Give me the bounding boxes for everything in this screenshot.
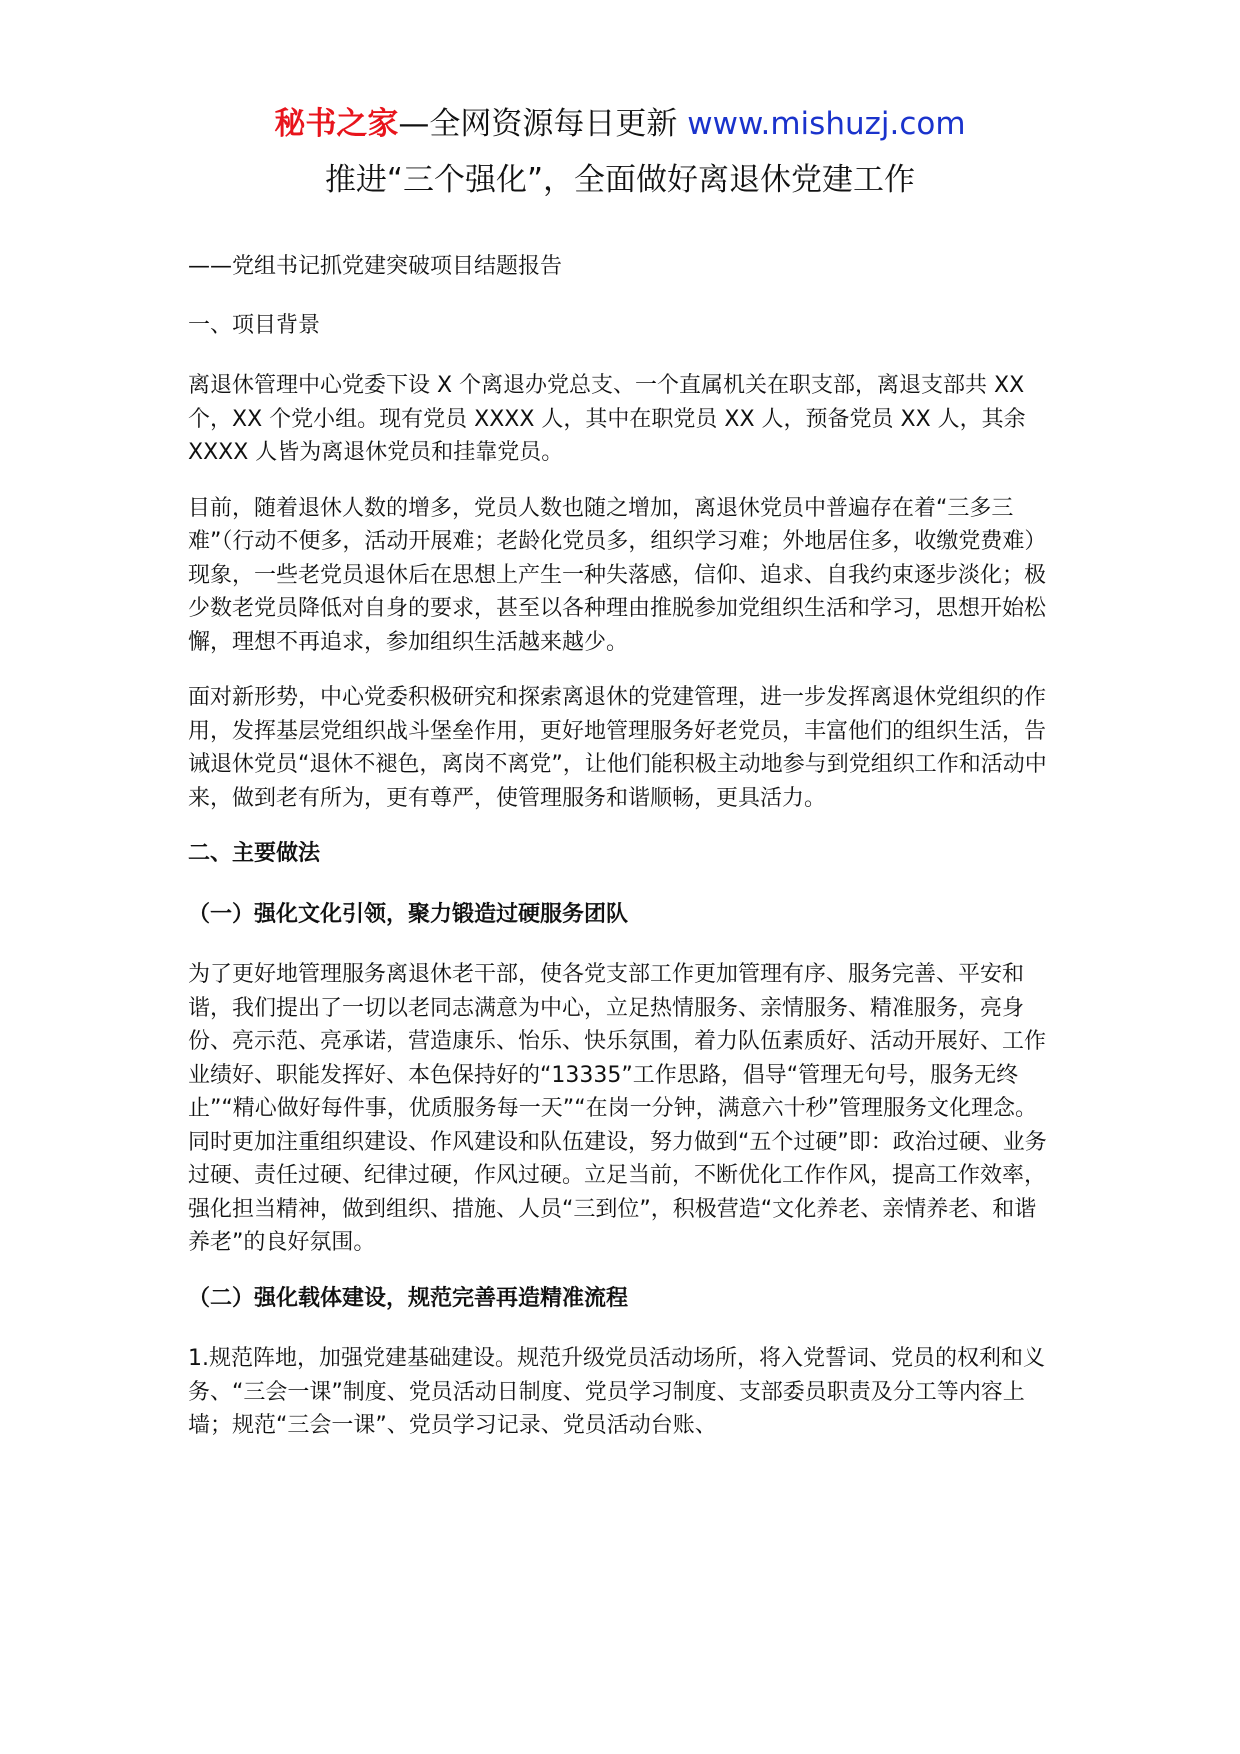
paragraph-standardize-positions: 1.规范阵地，加强党建基础建设。规范升级党员活动场所，将入党誓词、党员的权利和义务、“三会一课”制度、党员活动日制度、党员学习制度、支部委员职责及分工等内容上墙；规范“三会一课”、党员学习记录、党员活动台账、 <box>188 1346 1045 1438</box>
paragraph-party-structure: 离退休管理中心党委下设 X 个离退办党总支、一个直属机关在职支部，离退支部共 XX 个，XX 个党小组。现有党员 XXXX 人，其中在职党员 XX 人，预备党员 XX 人，其余 XXXX 人皆为离退休党员和挂靠党员。 <box>188 373 1026 465</box>
paragraph-current-problems: 目前，随着退休人数的增多，党员人数也随之增加，离退休党员中普遍存在着“三多三难”（行动不便多，活动开展难；老龄化党员多，组织学习难；外地居住多，收缴党费难）现象，一些老党员退休后在思想上产生一种失落感，信仰、追求、自我约束逐步淡化；极少数老党员降低对自身的要求，甚至以各种理由推脱参加党组织生活和学习，思想开始松懈，理想不再追求，参加组织生活越来越少。 <box>188 495 1047 655</box>
site-banner <box>0 104 1240 144</box>
paragraph-service-culture: 为了更好地管理服务离退休老干部，使各党支部工作更加管理有序、服务完善、平安和谐，我们提出了一切以老同志满意为中心，立足热情服务、亲情服务、精准服务，亮身份、亮示范、亮承诺，营造康乐、怡乐、快乐氛围，着力队伍素质好、活动开展好、工作业绩好、职能发挥好、本色保持好的“13335”工作思路，倡导“管理无句号，服务无终止”“精心做好每件事，优质服务每一天”“在岗一分钟，满意六十秒”管理服务文化理念。同时更加注重组织建设、作风建设和队伍建设，努力做到“五个过硬”即：政治过硬、业务过硬、责任过硬、纪律过硬，作风过硬。立足当前，不断优化工作作风，提高工作效率，强化担当精神，做到组织、措施、人员“三到位”，积极营造“文化养老、亲情养老、和谐养老”的良好氛围。 <box>188 962 1047 1255</box>
site-url-link[interactable]: www.mishuzj.com <box>687 106 966 142</box>
banner-slogan: —全网资源每日更新 <box>398 106 678 142</box>
paragraph-new-situation: 面对新形势，中心党委积极研究和探索离退休的党建管理，进一步发挥离退休党组织的作用，发挥基层党组织战斗堡垒作用，更好地管理服务好老党员，丰富他们的组织生活，告诫退休党员“退休不褪色，离岗不离党”，让他们能积极主动地参与到党组织工作和活动中来，做到老有所为，更有尊严，使管理服务和谐顺畅，更具活力。 <box>188 685 1047 811</box>
section-heading-background: 一、项目背景 <box>188 312 321 338</box>
document-body <box>188 250 1058 1465</box>
document-subtitle: ——党组书记抓党建突破项目结题报告 <box>188 254 563 279</box>
document-title: 推进“三个强化”，全面做好离退休党建工作 <box>324 162 916 198</box>
section-heading-main-practices: 二、主要做法 <box>188 841 321 866</box>
subsection-heading-culture: （一）强化文化引领，聚力锻造过硬服务团队 <box>188 901 629 927</box>
brand-name: 秘书之家 <box>274 106 399 142</box>
subsection-heading-carrier: （二）强化载体建设，规范完善再造精准流程 <box>188 1285 629 1311</box>
